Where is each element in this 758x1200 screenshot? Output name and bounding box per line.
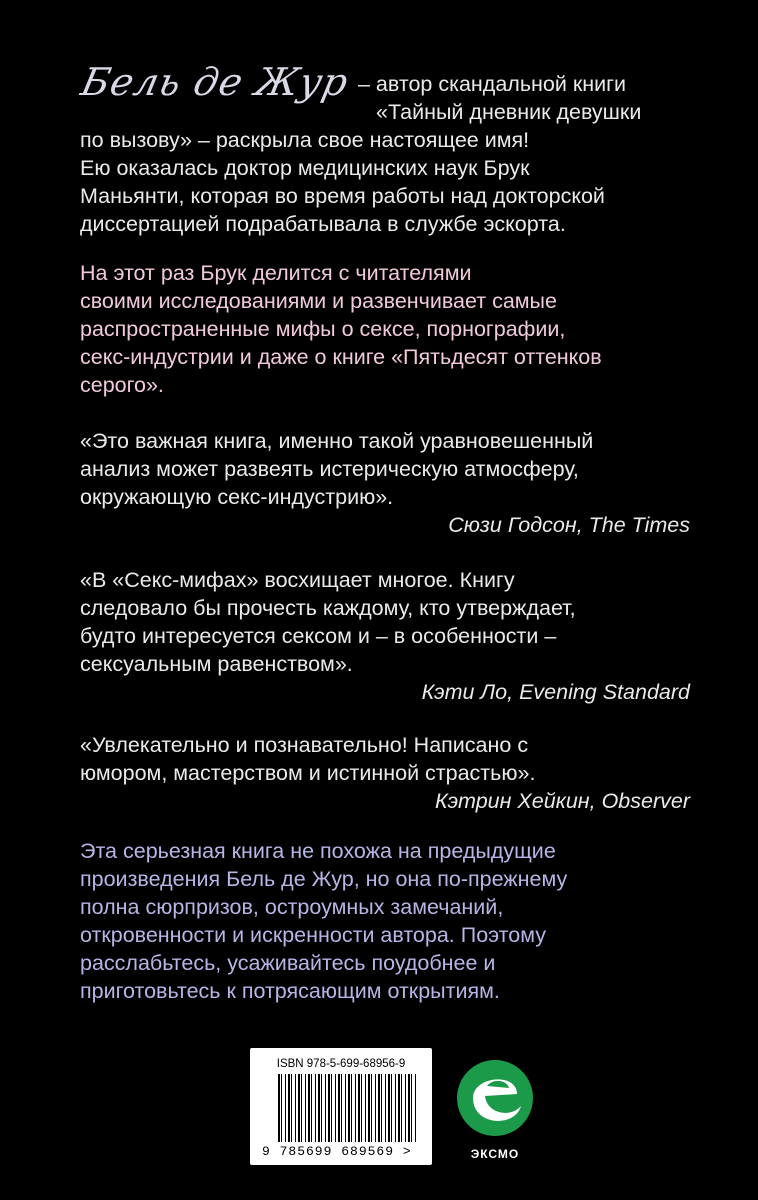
intro-line: «Тайный дневник девушки (376, 100, 642, 124)
quote-line: «В «Секс-мифах» восхищает многое. Книгу (80, 568, 515, 592)
quote-line: сексуальным равенством». (80, 652, 353, 676)
closing-line: произведения Бель де Жур, но она по-прежнему (80, 867, 568, 891)
intro-line: – автор скандальной книги (358, 72, 626, 96)
quote-line: анализ может развеять истерическую атмосферу, (80, 457, 579, 481)
summary-paragraph (80, 259, 720, 399)
closing-line: расслабьтесь, усаживайтесь поудобнее и (80, 951, 496, 975)
closing-line: откровенности и искренности автора. Поэтому (80, 923, 546, 947)
barcode-bars (278, 1074, 418, 1142)
summary-line: серого». (80, 373, 164, 397)
publisher-name: ЭКСМО (470, 1147, 520, 1161)
summary-line: распространенные мифы о сексе, порнографии, (80, 317, 566, 341)
quote-source: Кэтрин Хейкин, Observer (435, 789, 690, 813)
closing-line: приготовьтесь к потрясающим открытиям. (80, 979, 500, 1003)
summary-line: секс-индустрии и даже о книге «Пятьдесят оттенков (80, 345, 602, 369)
quote-2 (80, 566, 690, 706)
closing-paragraph (80, 837, 720, 1005)
summary-line: На этот раз Брук делится с читателями (80, 261, 472, 285)
quote-line: следовало бы прочесть каждому, кто утверждает, (80, 596, 576, 620)
author-script-logo: Бель де Жур (77, 60, 353, 104)
intro-line: диссертацией подрабатывала в службе эскорта. (80, 212, 566, 236)
quote-line: юмором, мастерством и истинной страстью». (80, 761, 536, 785)
eksmo-logo-icon (455, 1048, 535, 1148)
barcode (250, 1048, 432, 1165)
quote-line: будто интересуется сексом и – в особенности – (80, 624, 557, 648)
quote-3 (80, 731, 690, 815)
quote-1 (80, 427, 690, 539)
intro-line: Маньянти, которая во время работы над докторской (80, 184, 605, 208)
quote-line: окружающую секс-индустрию». (80, 485, 394, 509)
intro-line: Ею оказалась доктор медицинских наук Брук (80, 156, 530, 180)
summary-line: своими исследованиями и развенчивает самые (80, 289, 557, 313)
quote-source: Кэти Ло, Evening Standard (421, 680, 690, 704)
intro-line: по вызову» – раскрыла свое настоящее имя! (80, 128, 530, 152)
quote-line: «Это важная книга, именно такой уравновешенный (80, 429, 594, 453)
isbn-label: ISBN 978-5-699-68956-9 (276, 1058, 406, 1070)
quote-line: «Увлекательно и познавательно! Написано с (80, 733, 529, 757)
intro-paragraph (80, 70, 720, 238)
quote-source: Сюзи Годсон, The Times (448, 513, 690, 537)
barcode-digits: 9 785699 689569 > (262, 1144, 412, 1159)
closing-line: полна сюрпризов, остроумных замечаний, (80, 895, 504, 919)
closing-line: Эта серьезная книга не похожа на предыдущие (80, 839, 556, 863)
